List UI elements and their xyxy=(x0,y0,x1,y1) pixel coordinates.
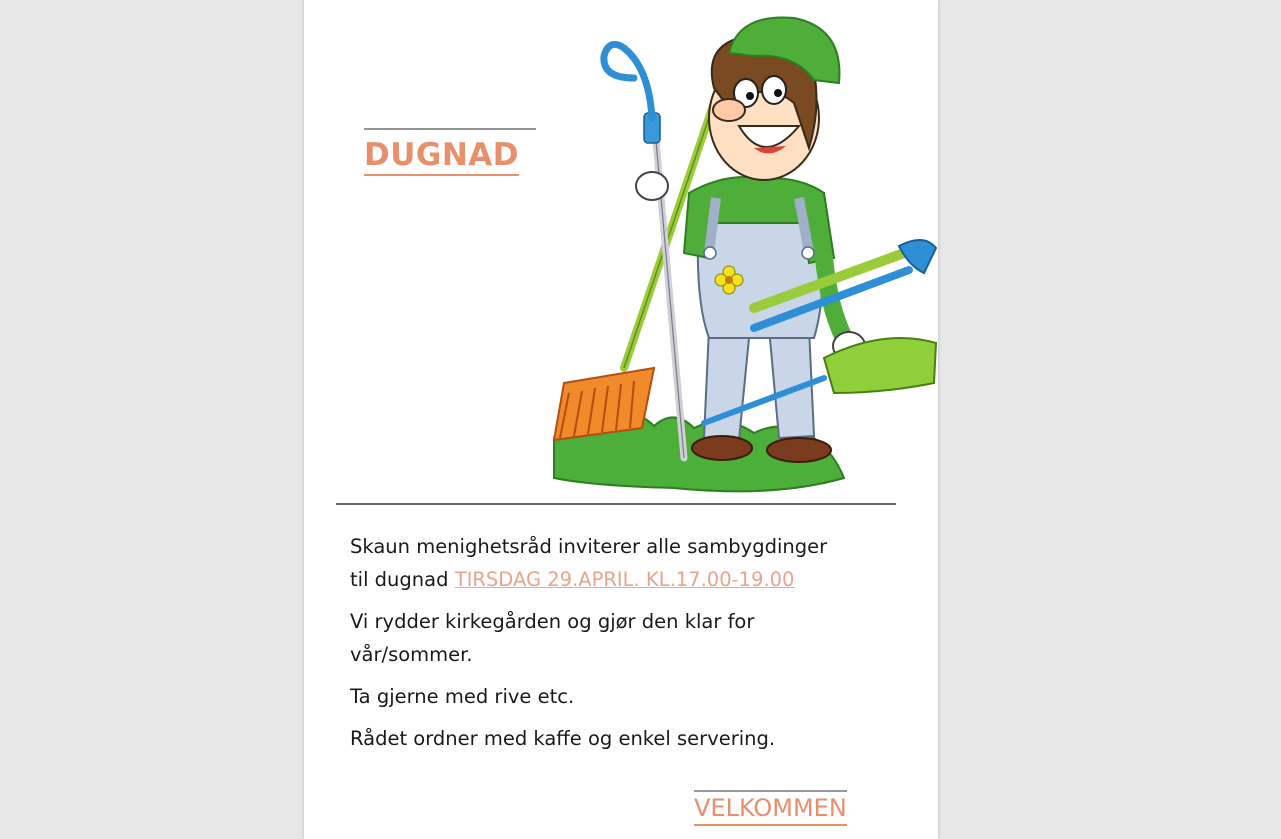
invitation-text xyxy=(350,530,870,764)
paragraph-refreshments: Rådet ordner med kaffe og enkel servering. xyxy=(350,727,776,750)
invitation-line-1: Skaun menighetsråd inviterer alle sambygdinger xyxy=(350,535,828,558)
welcome-text: VELKOMMEN xyxy=(694,790,847,826)
frame-line-top xyxy=(364,128,536,130)
event-date-time: TIRSDAG 29.APRIL. KL.17.00-19.00 xyxy=(454,568,795,591)
frame-line-bottom xyxy=(336,503,896,505)
paragraph-cleanup: Vi rydder kirkegården og gjør den klar for vår/sommer. xyxy=(350,610,755,666)
paragraph-bring-tools: Ta gjerne med rive etc. xyxy=(350,685,575,708)
document-page xyxy=(304,0,938,839)
invitation-line-2-prefix: til dugnad xyxy=(350,568,455,591)
paragraph-invitation xyxy=(350,530,870,596)
poster-title: DUGNAD xyxy=(364,136,519,176)
gardener-illustration xyxy=(524,8,938,508)
